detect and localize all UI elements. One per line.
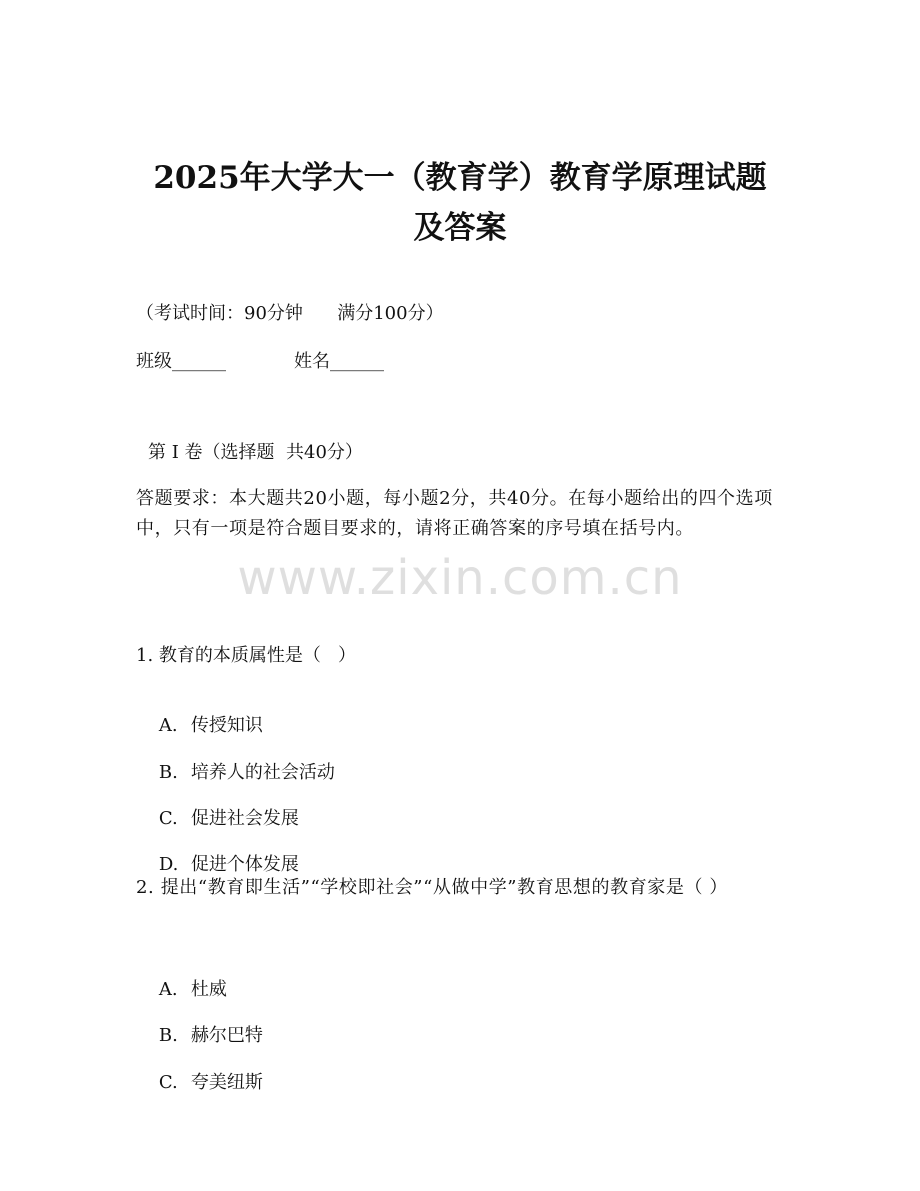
option-text: 夸美纽斯 [190, 1072, 263, 1093]
option-letter: C. [158, 1072, 178, 1093]
option-letter: B. [158, 1025, 178, 1046]
option-letter: B. [158, 762, 178, 783]
question-2-option-c[interactable] [136, 1047, 263, 1119]
question-2-stem: 2. 提出“教育即生活”“学校即社会”“从做中学”教育思想的教育家是（ ） [136, 877, 729, 898]
option-text: 促进个体发展 [190, 854, 299, 875]
option-text: 促进社会发展 [190, 808, 299, 829]
document-title-line-2: 及答案 [413, 210, 507, 246]
class-field-label: 班级______ [136, 351, 226, 372]
option-letter: C. [158, 808, 178, 829]
answer-instructions: 答题要求：本大题共20小题，每小题2分，共40分。在每小题给出的四个选项中，只有一项是符合题目要求的，请将正确答案的序号填在括号内。 [136, 488, 773, 539]
option-text: 培养人的社会活动 [190, 762, 335, 783]
option-letter: A. [158, 715, 178, 736]
option-text: 赫尔巴特 [190, 1025, 263, 1046]
option-text: 传授知识 [190, 715, 263, 736]
section-heading: 第 I 卷（选择题 共40分） [148, 442, 363, 463]
option-text: 杜威 [190, 979, 227, 1000]
watermark: www.zixin.com.cn [237, 550, 683, 606]
option-letter: D. [158, 854, 179, 875]
name-field-label: 姓名______ [294, 351, 384, 372]
option-letter: A. [158, 979, 178, 1000]
document-title-line-1: 2025年大学大一（教育学）教育学原理试题 [153, 160, 767, 196]
question-1-stem: 1. 教育的本质属性是（ ） [136, 645, 357, 666]
exam-info: （考试时间：90分钟 满分100分） [136, 303, 444, 324]
